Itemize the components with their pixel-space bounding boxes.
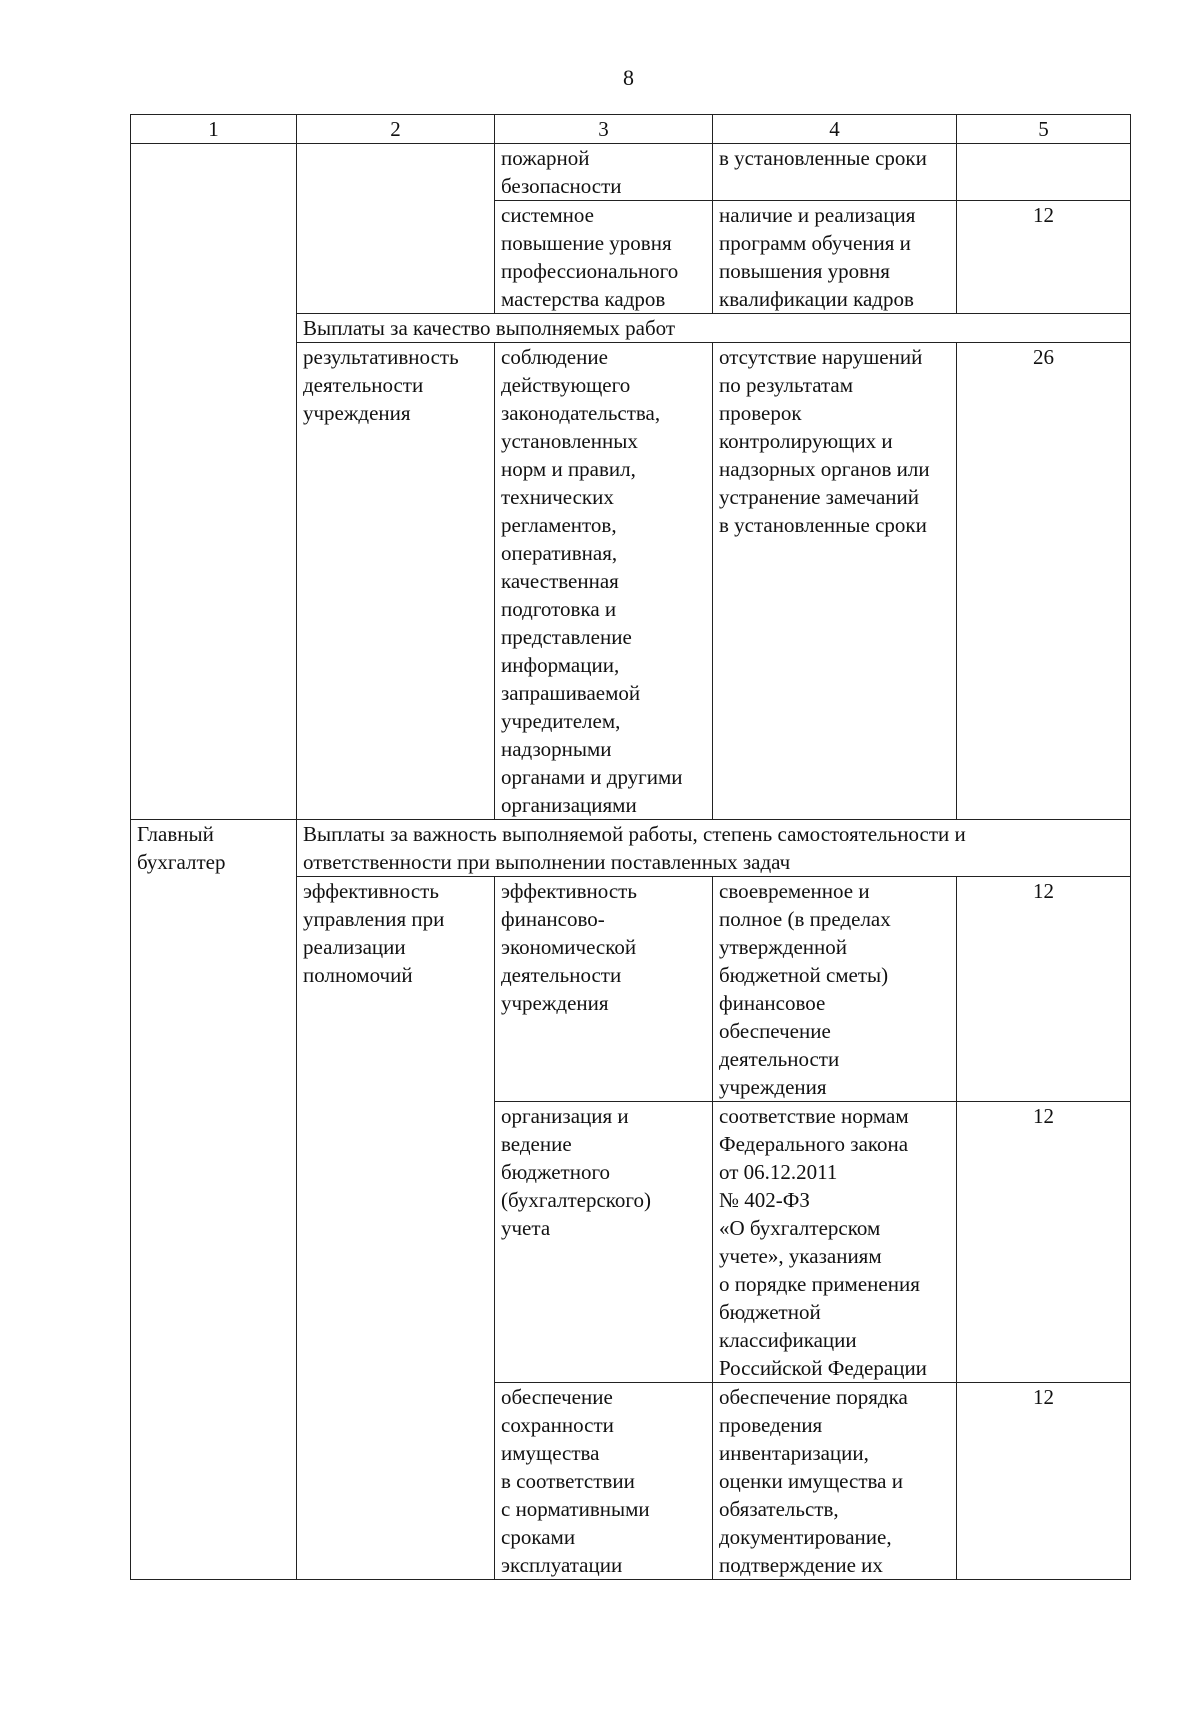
page-number: 8 bbox=[623, 65, 634, 90]
section-heading-importance: Выплаты за важность выполняемой работы, степень самостоятельности и ответственности при выполнении поставленных задач bbox=[297, 820, 1131, 877]
col-header-2: 2 bbox=[297, 115, 495, 144]
condition-cell: обеспечение порядка проведения инвентаризации, оценки имущества и обязательств, документирование, подтверждение их bbox=[713, 1383, 957, 1580]
indicator-cell: соблюдение действующего законодательства, установленных норм и правил, технических регламентов, оперативная, качественная подготовка и представление информации, запрашиваемой учредителем, надзорными органами и другими организациями bbox=[495, 343, 713, 820]
col-header-1: 1 bbox=[131, 115, 297, 144]
criterion-cell: эффективность управления при реализации полномочий bbox=[297, 877, 495, 1580]
condition-cell: в установленные сроки bbox=[713, 144, 957, 201]
condition-cell: наличие и реализация программ обучения и повышения уровня квалификации кадров bbox=[713, 201, 957, 314]
condition-cell: соответствие нормам Федерального закона от 06.12.2011 № 402-ФЗ «О бухгалтерском учете», указаниям о порядке применения бюджетной классификации Российской Федерации bbox=[713, 1102, 957, 1383]
percent-cell: 26 bbox=[957, 343, 1131, 820]
section-row bbox=[131, 820, 1131, 877]
percent-cell: 12 bbox=[957, 877, 1131, 1102]
indicator-cell: пожарной безопасности bbox=[495, 144, 713, 201]
percent-cell: 12 bbox=[957, 201, 1131, 314]
header-row bbox=[131, 115, 1131, 144]
section-heading-quality: Выплаты за качество выполняемых работ bbox=[297, 314, 1131, 343]
percent-cell: 12 bbox=[957, 1383, 1131, 1580]
col-header-3: 3 bbox=[495, 115, 713, 144]
condition-cell: своевременное и полное (в пределах утвержденной бюджетной сметы) финансовое обеспечение деятельности учреждения bbox=[713, 877, 957, 1102]
percent-cell: 12 bbox=[957, 1102, 1131, 1383]
table-row bbox=[131, 144, 1131, 201]
col-header-5: 5 bbox=[957, 115, 1131, 144]
percent-cell bbox=[957, 144, 1131, 201]
position-cell-chief-accountant: Главный бухгалтер bbox=[131, 820, 297, 1580]
condition-cell: отсутствие нарушений по результатам проверок контролирующих и надзорных органов или устранение замечаний в установленные сроки bbox=[713, 343, 957, 820]
criterion-cell: результативность деятельности учреждения bbox=[297, 343, 495, 820]
criteria-table bbox=[130, 114, 1131, 1580]
indicator-cell: системное повышение уровня профессионального мастерства кадров bbox=[495, 201, 713, 314]
position-cell-empty bbox=[131, 144, 297, 820]
indicator-cell: эффективность финансово- экономической деятельности учреждения bbox=[495, 877, 713, 1102]
criterion-cell-empty bbox=[297, 144, 495, 314]
col-header-4: 4 bbox=[713, 115, 957, 144]
indicator-cell: обеспечение сохранности имущества в соответствии с нормативными сроками эксплуатации bbox=[495, 1383, 713, 1580]
indicator-cell: организация и ведение бюджетного (бухгалтерского) учета bbox=[495, 1102, 713, 1383]
